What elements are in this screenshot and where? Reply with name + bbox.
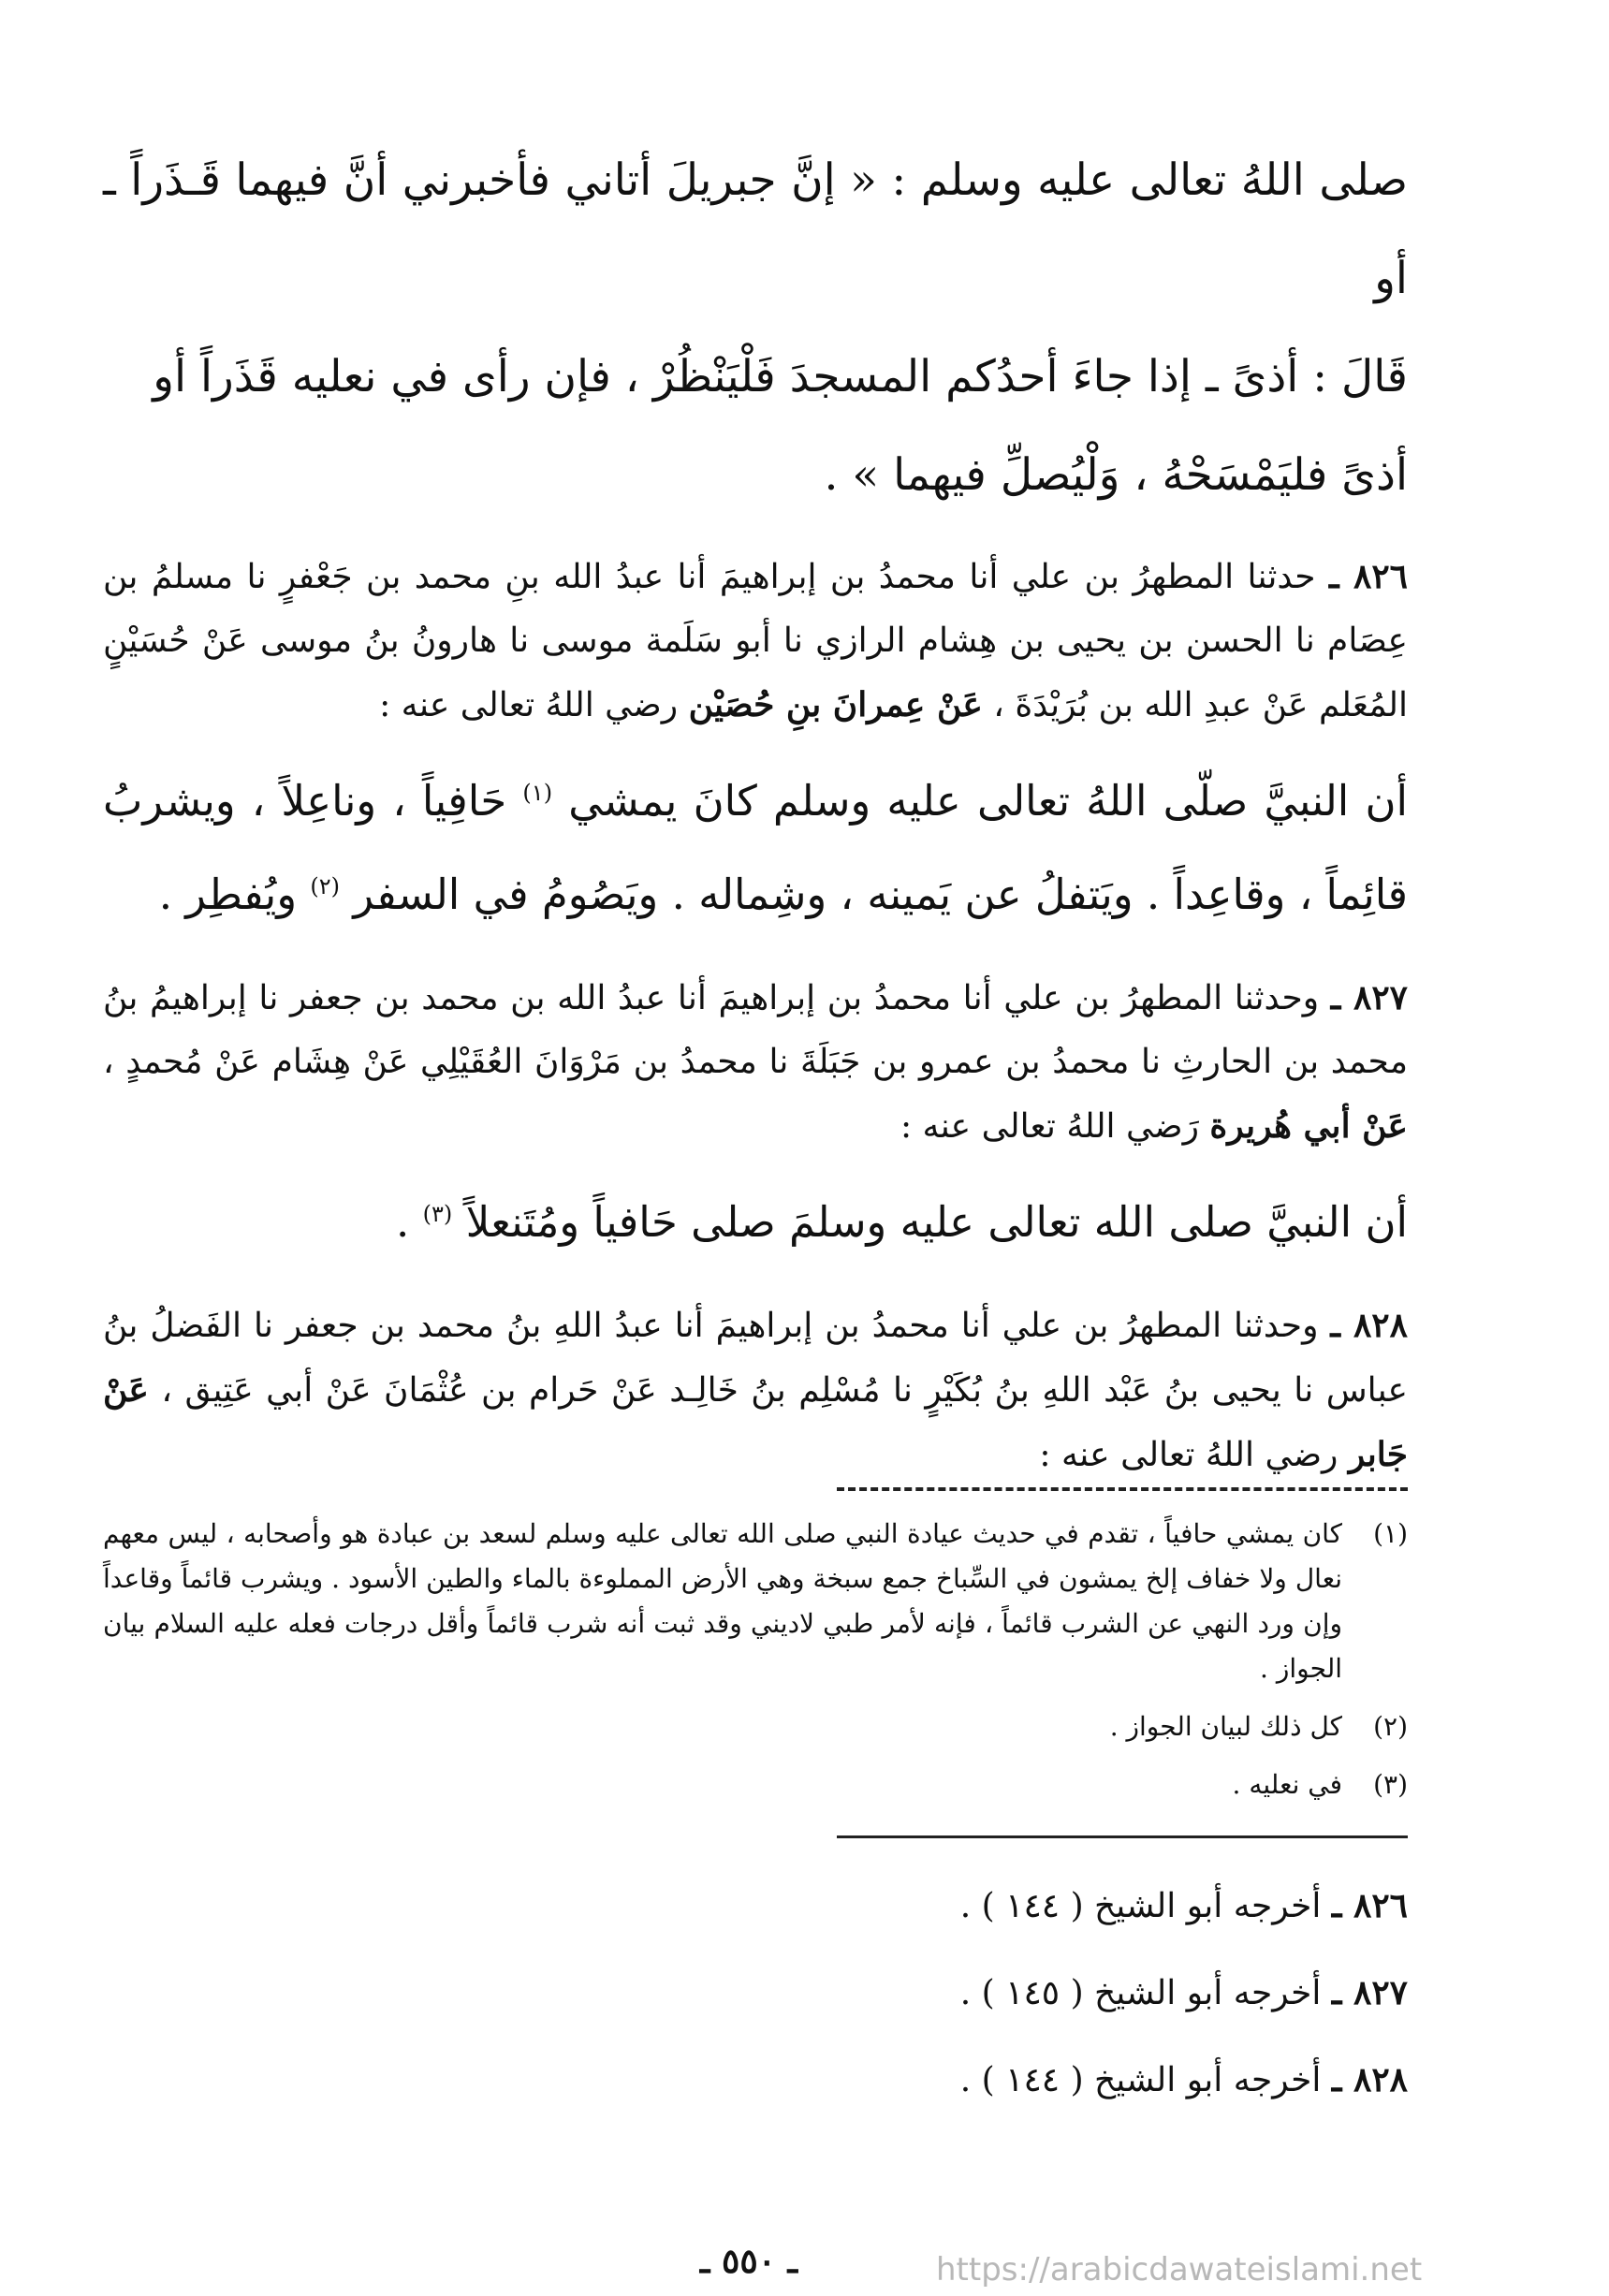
watermark: https://arabicdawateislami.net (936, 2251, 1423, 2289)
source-number: ٨٢٧ ـ (1331, 1973, 1408, 2012)
sources (103, 1863, 1408, 2124)
source-line (103, 1950, 1408, 2037)
narrator: عَنْ أبي هُريرة (1209, 1106, 1408, 1146)
source-text: أخرجه أبو الشيخ ( ١٤٥ ) . (959, 1974, 1322, 2012)
isnad-text: حدثنا المطهرُ بن علي أنا محمدُ بن إبراهيمَ أنا عبدُ الله بنِ محمد بن جَعْفرٍ نا مسلمُ بن عِصَام نا الحسن بن يحيى بن هِشام الرازي نا أبو سَلَمة موسى نا هارونُ بنُ موسى عَنْ حُسَيْنٍ المُعَلم عَنْ عبدِ الله بن بُرَيْدَةَ ، (103, 558, 1408, 724)
footnote-mark: (١) (522, 780, 553, 806)
footnote (103, 1512, 1408, 1691)
isnad-text: وحدثنا المطهرُ بن علي أنا محمدُ بن إبراهيمَ أنا عبدُ الله بن محمد بن جعفر نا إبراهيمُ بنُ محمد بن الحارثِ نا محمدُ بن عمرو بن جَبَلَةَ نا محمدُ بن مَرْوَانَ العُقَيْلِي عَنْ هِشَام عَنْ مُحمدٍ ، (103, 979, 1408, 1081)
matn-text: أن النبيَّ صلى الله تعالى عليه وسلمَ صلى حَافياً ومُتَنعلاً (465, 1197, 1408, 1247)
source-line (103, 2037, 1408, 2124)
hadith-number: ٨٢٧ ـ (1330, 978, 1408, 1017)
source-line (103, 1863, 1408, 1950)
footnote (103, 1704, 1408, 1749)
isnad-end: رَضي اللهُ تعالى عنه : (900, 1107, 1199, 1146)
opening-line: قَالَ : أذىً ـ إذا جاءَ أحدُكم المسجدَ فَلْيَنْظُرْ ، فإن رأى في نعليه قَذَراً أو (153, 351, 1408, 402)
matn-text: حَافِياً ، وناعِلاً ، ويشربُ قائِماً ، وقاعِداً . ويَتفلُ عن يَمينه ، وشِماله . ويَصُومُ في السفر (103, 776, 1408, 919)
footnote (103, 1762, 1408, 1807)
footnotes-divider (837, 1487, 1408, 1491)
narrator: عَنْ جَابر (103, 1370, 1408, 1474)
footnote-text: كان يمشي حافياً ، تقدم في حديث عيادة النبي صلى الله تعالى عليه وسلم لسعد بن عبادة هو وأصحابه ، ليس معهم نعال ولا خفاف إلخ يمشون في السِّباخ جمع سبخة وهي الأرض المملوءة بالماء والطين الأسود . ويشرب قائماً وقاعداً وإن ورد النهي عن الشرب قائماً ، فإنه لأمر طبي لاديني وقد ثبت أنه شرب قائماً وأقل درجات فعله عليه السلام بيان الجواز . (103, 1518, 1342, 1684)
footnote-text: في نعليه . (1232, 1769, 1342, 1800)
source-number: ٨٢٦ ـ (1331, 1886, 1408, 1925)
hadith-828 (103, 1294, 1408, 1487)
isnad (103, 966, 1408, 1159)
source-text: أخرجه أبو الشيخ ( ١٤٤ ) . (959, 2061, 1322, 2099)
isnad (103, 1294, 1408, 1487)
page-number: ـ ٥٥٠ ـ (699, 2242, 798, 2281)
matn-text: ويُفطِر . (158, 870, 298, 919)
hadith-number: ٨٢٨ ـ (1330, 1306, 1408, 1345)
matn (103, 1176, 1408, 1269)
hadith-number: ٨٢٦ ـ (1328, 557, 1409, 596)
source-number: ٨٢٨ ـ (1331, 2060, 1408, 2099)
opening-line: صلى اللهُ تعالى عليه وسلم : « إنَّ جبريلَ أتاني فأخبرني أنَّ فيهما قَـذَراً ـ أو (103, 154, 1408, 304)
footnote-mark: (٣) (422, 1201, 453, 1227)
opening-passage (103, 131, 1408, 524)
footnote-number: (٣) (1373, 1769, 1408, 1800)
footnote-number: (١) (1373, 1518, 1408, 1549)
sources-divider (837, 1835, 1408, 1838)
isnad-end: رضي اللهُ تعالى عنه : (1039, 1436, 1338, 1474)
narrator: عَنْ عِمرانَ بنِ حُصَيْن (688, 685, 983, 724)
source-text: أخرجه أبو الشيخ ( ١٤٤ ) . (959, 1887, 1322, 1925)
hadith-826 (103, 545, 1408, 942)
footnote-text: كل ذلك لبيان الجواز . (1109, 1711, 1342, 1742)
hadith-827 (103, 966, 1408, 1269)
matn-text: أن النبيَّ صلّى اللهُ تعالى عليه وسلم كانَ يمشي (568, 776, 1408, 826)
matn-text: . (396, 1197, 410, 1247)
isnad (103, 545, 1408, 738)
footnotes (103, 1512, 1408, 1807)
isnad-text: وحدثنا المطهرُ بن علي أنا محمدُ بن إبراهيمَ أنا عبدُ اللهِ بنُ محمد بن جعفر نا الفَضلُ بنُ عباس نا يحيى بنُ عَبْد اللهِ بنُ بُكَيْرٍ نا مُسْلِم بنُ خَالِـد عَنْ حَرام بن عُثْمَانَ عَنْ أبي عَتِيق ، (103, 1307, 1408, 1410)
matn (103, 754, 1408, 942)
isnad-end: رضي اللهُ تعالى عنه : (379, 686, 679, 724)
opening-line: أذىً فليَمْسَحْهُ ، وَلْيُصلِّ فيهما » . (824, 449, 1408, 501)
footnote-mark: (٢) (310, 873, 341, 899)
footnote-number: (٢) (1373, 1711, 1408, 1742)
